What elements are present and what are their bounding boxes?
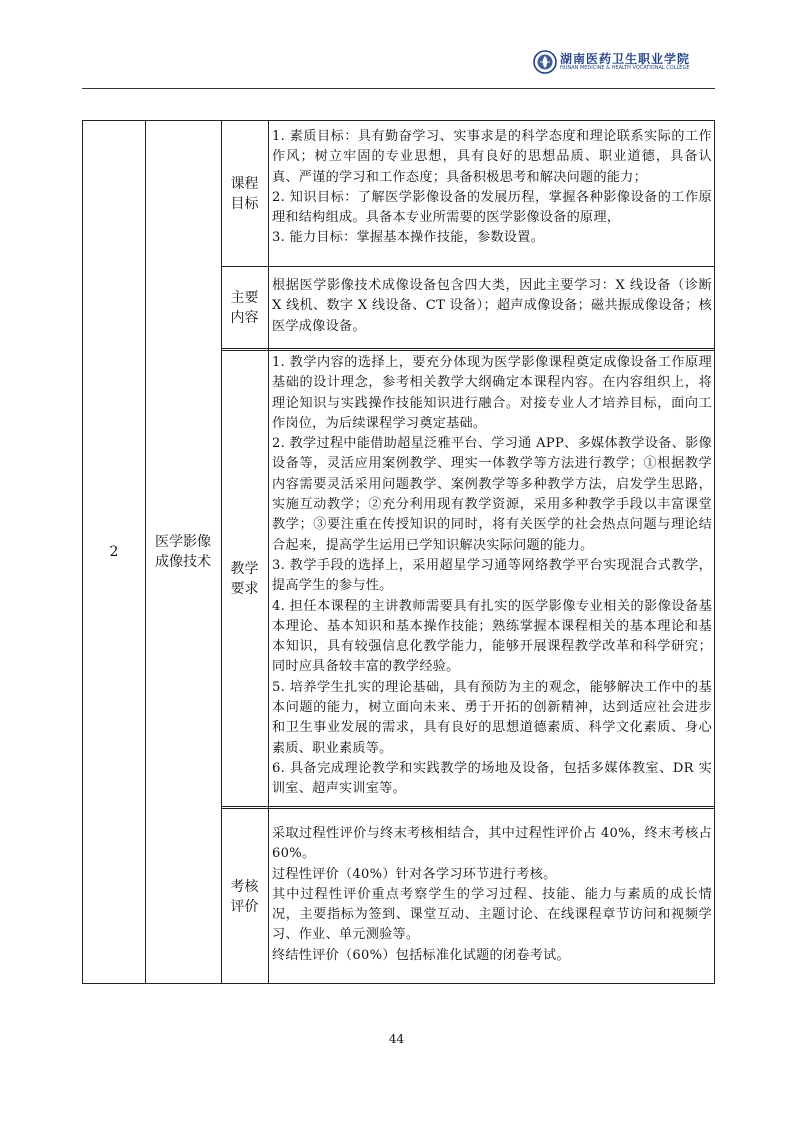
paragraph: 根据医学影像技术成像设备包含四大类，因此主要学习：X 线设备（诊断 X 线机、数字 X 线设备、CT 设备）；超声成像设备；磁共振成像设备；核医学成像设备。 (272, 278, 712, 334)
course-name: 医学影像成像技术 (155, 534, 211, 570)
label-main-content: 主要内容 (230, 289, 259, 326)
page-header (0, 0, 793, 100)
paragraph: 5. 培养学生扎实的理论基础，具有预防为主的观念，能够解决工作中的基本问题的能力，树立面向未来、勇于开拓的创新精神，达到适应社会进步和卫生事业发展的需求，具有良好的思想道德素质、科学文化素质、身心素质、职业素质等。 (272, 679, 712, 756)
college-emblem-icon (533, 50, 557, 74)
page-number: 44 (388, 1032, 405, 1046)
paragraph: 过程性评价（40%）针对各学习环节进行考核。 (272, 866, 557, 882)
header-rule (82, 88, 715, 89)
paragraph: 4. 担任本课程的主讲教师需要具有扎实的医学影像专业相关的影像设备基本理论、基本知识和基本操作技能；熟练掌握本课程相关的基本理论和基本知识，具有较强信息化教学能力，能够开展课程教学改革和科学研究；同时应具备较丰富的教学经验。 (272, 598, 712, 675)
paragraph: 3. 能力目标：掌握基本操作技能，参数设置。 (272, 230, 545, 246)
paragraph: 6. 具备完成理论教学和实践教学的场地及设备，包括多媒体教室、DR 实训室、超声实训室等。 (272, 760, 712, 797)
paragraph: 2. 知识目标：了解医学影像设备的发展历程，掌握各种影像设备的工作原理和结构组成。具备本专业所需要的医学影像设备的原理， (272, 189, 712, 226)
paragraph: 终结性评价（60%）包括标准化试题的闭卷考试。 (272, 947, 570, 963)
label-course-objectives: 课程目标 (230, 175, 259, 212)
table-divider (268, 121, 269, 983)
row-divider (221, 266, 714, 267)
label-teaching-requirements: 教学要求 (230, 560, 259, 597)
cell-assessment (272, 824, 712, 966)
paragraph: 3. 教学手段的选择上，采用超星学习通等网络教学平台实现混合式教学，提高学生的参与性。 (272, 557, 712, 594)
row-divider (221, 806, 714, 809)
cell-teaching-requirements (272, 353, 712, 800)
school-name-en: HUNAN MEDICINE & HEALTH VOCATIONAL COLLEGE (560, 65, 690, 71)
row-divider (221, 348, 714, 351)
row-number: 2 (109, 544, 119, 560)
paragraph: 2. 教学过程中能借助超星泛雅平台、学习通 APP、多媒体教学设备、影像设备等，灵活应用案例教学、理实一体教学等方法进行教学；①根据教学内容需要灵活采用问题教学、案例教学等多种教学方法，启发学生思路，实施互动教学；②充分利用现有教学资源，采用多种教学手段以丰富课堂教学；③要注重在传授知识的同时，将有关医学的社会热点问题与理论结合起来，提高学生运用已学知识解决实际问题的能力。 (272, 436, 712, 553)
cell-course-objectives (272, 127, 712, 249)
course-table (82, 120, 715, 984)
school-name: 湖南医药卫生职业学院 (560, 52, 691, 66)
paragraph: 1. 素质目标：具有勤奋学习、实事求是的科学态度和理论联系实际的工作作风；树立牢固的专业思想，具有良好的思想品质、职业道德，具备认真、严谨的学习和工作态度；具备积极思考和解决问题的能力； (272, 129, 712, 185)
paragraph: 1. 教学内容的选择上，要充分体现为医学影像课程奠定成像设备工作原理基础的设计理念，参考相关教学大纲确定本课程内容。在内容组织上，将理论知识与实践操作技能知识进行融合。对接专业人才培养目标，面向工作岗位，为后续课程学习奠定基础。 (272, 355, 712, 431)
paragraph: 其中过程性评价重点考察学生的学习过程、技能、能力与素质的成长情况，主要指标为签到、课堂互动、主题讨论、在线课程章节访问和视频学习、作业、单元测验等。 (272, 886, 712, 943)
label-assessment: 考核评价 (230, 879, 259, 915)
paragraph: 采取过程性评价与终末考核相结合，其中过程性评价占 40%，终末考核占 60%。 (272, 826, 712, 862)
cell-main-content (272, 276, 712, 337)
